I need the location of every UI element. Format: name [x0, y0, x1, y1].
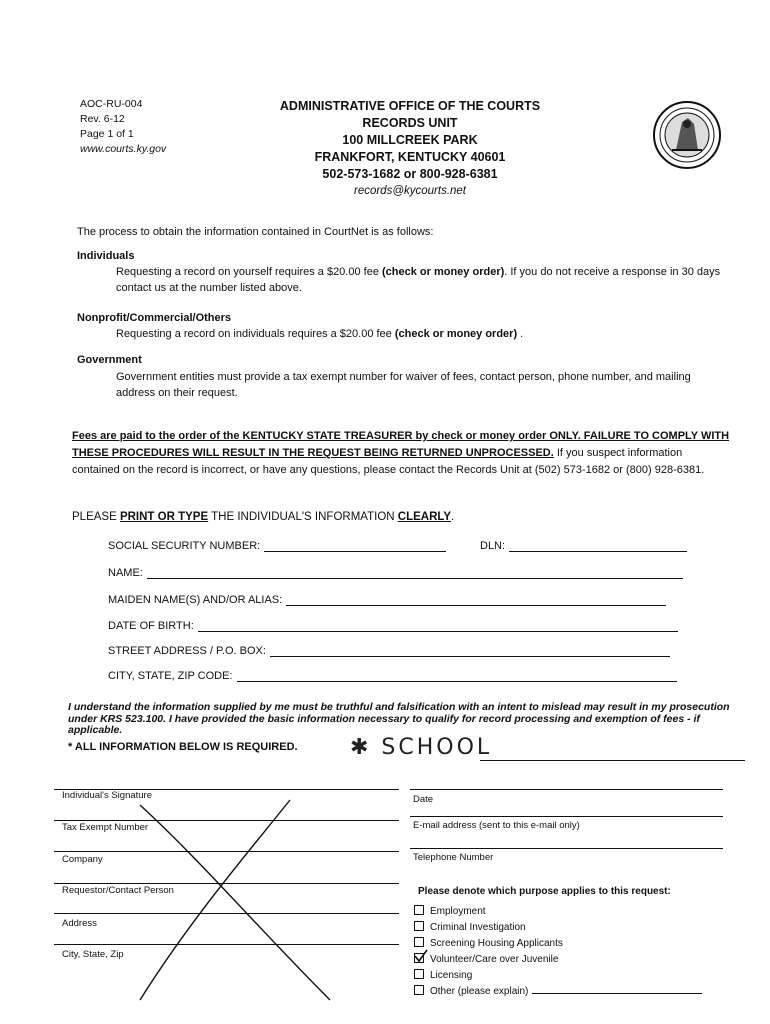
government-heading: Government [77, 354, 142, 366]
header-line-3: 100 MILLCREEK PARK [342, 133, 478, 147]
intro-text: The process to obtain the information contained in CourtNet is as follows: [77, 226, 434, 238]
checkbox-icon[interactable] [414, 905, 424, 915]
purpose-option-criminal[interactable]: Criminal Investigation [414, 920, 702, 936]
city-state-zip-field[interactable]: CITY, STATE, ZIP CODE: [108, 670, 677, 682]
header-line-4: FRANKFORT, KENTUCKY 40601 [314, 150, 506, 164]
header-line-2: RECORDS UNIT [362, 116, 458, 130]
form-website: www.courts.ky.gov [80, 143, 167, 155]
address-field[interactable]: Address [62, 918, 97, 929]
purpose-option-licensing[interactable]: Licensing [414, 968, 702, 984]
individuals-text: Requesting a record on yourself requires a $20.00 fee (check or money order). If you do not receive a response in 30 days contact us at the number listed above. [116, 266, 721, 294]
handwritten-school: ✱ SCHOOL [350, 735, 493, 760]
email-field[interactable]: E-mail address (sent to this e-mail only) [413, 820, 580, 831]
checkbox-icon[interactable] [414, 985, 424, 995]
signature-field[interactable]: Individual's Signature [62, 790, 153, 801]
purpose-option-housing[interactable]: Screening Housing Applicants [414, 936, 702, 952]
nonprofit-heading: Nonprofit/Commercial/Others [77, 312, 232, 324]
city-state-zip-bottom-field[interactable]: City, State, Zip [62, 949, 124, 960]
right-rule-2 [410, 816, 723, 817]
tax-exempt-field[interactable]: Tax Exempt Number [62, 822, 149, 833]
checkbox-icon[interactable] [414, 921, 424, 931]
purpose-option-other[interactable]: Other (please explain) [414, 984, 702, 1000]
government-text: Government entities must provide a tax exempt number for waiver of fees, contact person, phone number, and mailing address on their request. [116, 371, 691, 399]
required-notice: * ALL INFORMATION BELOW IS REQUIRED. [68, 741, 298, 753]
purpose-heading: Please denote which purpose applies to this request: [418, 886, 671, 897]
dob-field[interactable]: DATE OF BIRTH: [108, 620, 678, 632]
purpose-list [414, 904, 702, 1000]
right-rule-3 [410, 848, 723, 849]
header-email: records@kycourts.net [353, 185, 467, 197]
fees-notice: Fees are paid to the order of the KENTUCKY STATE TREASURER by check or money order ONLY. FAILURE TO COMPLY WITH THESE PROCEDURES WILL RESULT IN THE REQUEST BEING RETURNED UNPROCESSED. If you suspect information contained on the record is incorrect, or have any questions, please contact the Records Unit at (502) 573-1682 or (800) 928-6381. [72, 430, 730, 476]
form-number: AOC-RU-004 [80, 98, 143, 110]
header-line-1: ADMINISTRATIVE OFFICE OF THE COURTS [279, 99, 541, 113]
dln-field[interactable]: DLN: [480, 540, 687, 552]
certification-text: I understand the information supplied by me must be truthful and falsification with an intent to mislead may result in my prosecution under KRS 523.100. I have provided the basic information necessary to qualify for record processing and exemption of fees - if applicable. [68, 701, 730, 736]
checked-checkbox-icon[interactable] [414, 953, 424, 963]
contact-person-field[interactable]: Requestor/Contact Person [62, 885, 174, 896]
right-top-rule [410, 789, 723, 790]
individuals-heading: Individuals [77, 250, 135, 262]
name-field[interactable]: NAME: [108, 567, 683, 579]
form-revision: Rev. 6-12 [80, 113, 125, 125]
date-field[interactable]: Date [413, 794, 434, 805]
street-address-field[interactable]: STREET ADDRESS / P.O. BOX: [108, 645, 670, 657]
company-field[interactable]: Company [62, 854, 103, 865]
form-page: Page 1 of 1 [80, 128, 134, 140]
purpose-option-volunteer[interactable]: Volunteer/Care over Juvenile [414, 952, 702, 968]
maiden-name-field[interactable]: MAIDEN NAME(S) AND/OR ALIAS: [108, 594, 666, 606]
ssn-field[interactable]: SOCIAL SECURITY NUMBER: [108, 540, 446, 552]
checkbox-icon[interactable] [414, 969, 424, 979]
checkbox-icon[interactable] [414, 937, 424, 947]
nonprofit-text: Requesting a record on individuals requires a $20.00 fee (check or money order) . [116, 328, 524, 340]
purpose-option-employment[interactable]: Employment [414, 904, 702, 920]
print-instruction: PLEASE PRINT OR TYPE THE INDIVIDUAL'S INFORMATION CLEARLY. [72, 511, 455, 523]
phone-field[interactable]: Telephone Number [413, 852, 494, 863]
header-line-5: 502-573-1682 or 800-928-6381 [322, 167, 498, 181]
